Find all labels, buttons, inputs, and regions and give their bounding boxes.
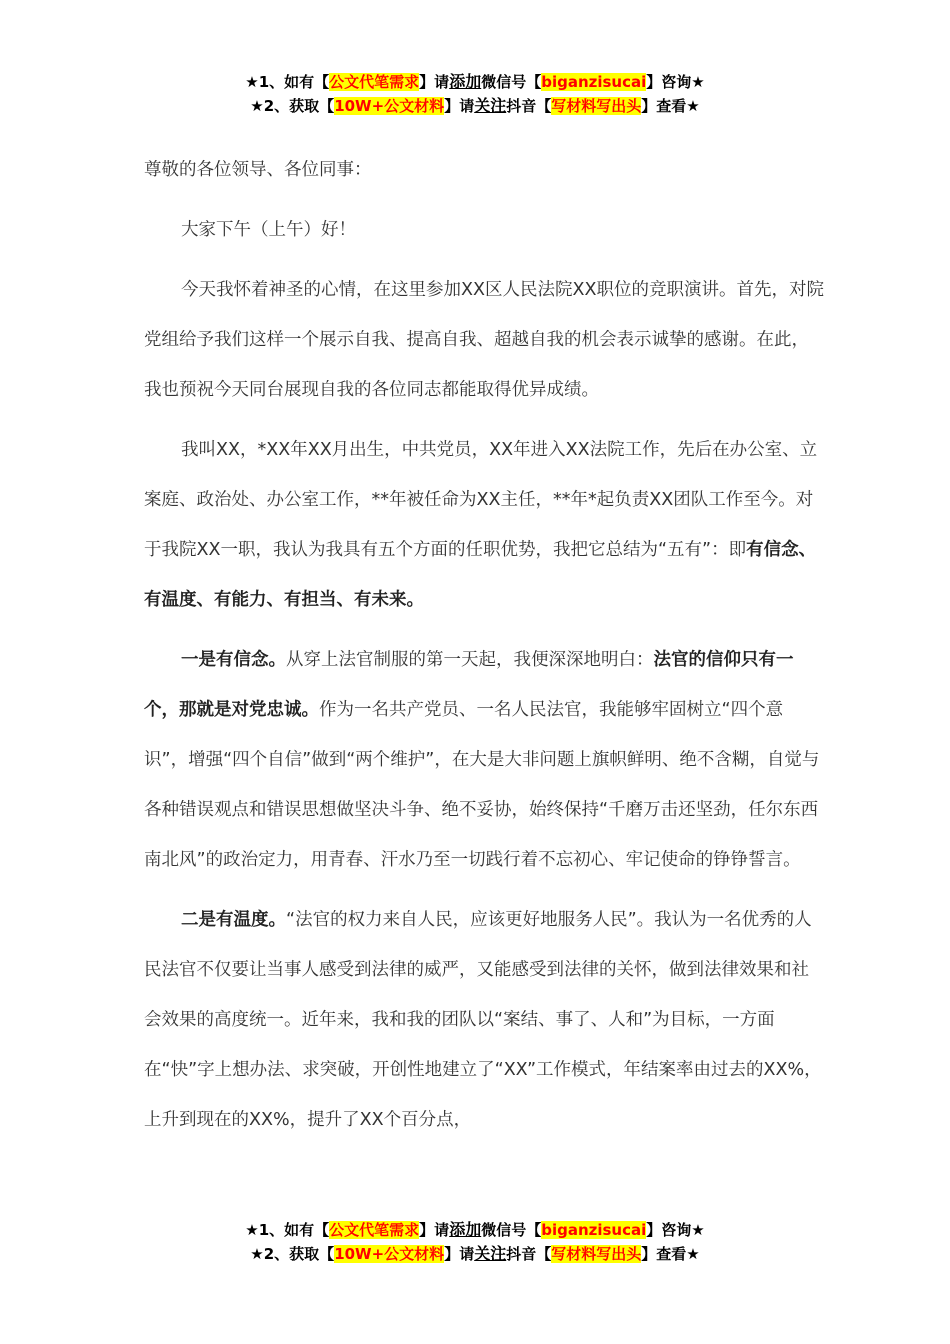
banner-line-1 <box>0 1218 950 1242</box>
banner-text: 】请 <box>419 73 450 91</box>
banner-text: ★2、获取【 <box>250 97 335 115</box>
bold-statement: 法官的信仰只有一个，那就是对党忠诚。 <box>144 650 794 720</box>
footer-banner <box>0 1218 950 1266</box>
banner-highlight: 10W+公文材料 <box>334 97 445 115</box>
paragraph-belief <box>144 635 824 885</box>
banner-text: 】请 <box>444 1245 475 1263</box>
banner-douyin-id: 写材料写出头 <box>551 1245 642 1263</box>
bold-lead: 二是有温度。 <box>181 910 286 930</box>
greeting: 大家下午（上午）好！ <box>181 220 356 240</box>
salutation: 尊敬的各位领导、各位同事： <box>144 160 372 180</box>
banner-highlight: 公文代笔需求 <box>329 1221 420 1239</box>
paragraph-text: 作为一名共产党员、一名人民法官，我能够牢固树立“四个意识”，增强“四个自信”做到“两个维护”，在大是大非问题上旗帜鲜明、绝不含糊，自觉与各种错误观点和错误思想做坚决斗争、绝不妥协，始终保持“千磨万击还坚劲，任尔东西南北风”的政治定力，用青春、汗水乃至一切践行着不忘初心、牢记使命的铮铮誓言。 <box>144 700 820 870</box>
header-banner <box>0 70 950 118</box>
banner-douyin-id: 写材料写出头 <box>551 97 642 115</box>
banner-text: 抖音【 <box>506 97 552 115</box>
banner-underlined: 添加 <box>449 72 482 91</box>
banner-text: 抖音【 <box>506 1245 552 1263</box>
banner-text: 】请 <box>444 97 475 115</box>
banner-underlined: 关注 <box>474 96 507 115</box>
banner-line-1 <box>0 70 950 94</box>
banner-line-2 <box>0 1242 950 1266</box>
bold-lead: 一是有信念。 <box>181 650 286 670</box>
banner-text: 】咨询★ <box>646 1221 705 1239</box>
banner-text: 】请 <box>419 1221 450 1239</box>
banner-text: 微信号【 <box>481 73 542 91</box>
banner-text: 】咨询★ <box>646 73 705 91</box>
paragraph-self-introduction <box>144 425 824 625</box>
banner-highlight: 10W+公文材料 <box>334 1245 445 1263</box>
banner-text: 】查看★ <box>641 1245 700 1263</box>
banner-text: ★1、如有【 <box>245 73 330 91</box>
document-body <box>144 145 824 1155</box>
banner-line-2 <box>0 94 950 118</box>
banner-underlined: 关注 <box>474 1244 507 1263</box>
banner-highlight: 公文代笔需求 <box>329 73 420 91</box>
banner-text: 微信号【 <box>481 1221 542 1239</box>
paragraph-intro: 今天我怀着神圣的心情，在这里参加XX区人民法院XX职位的竞职演讲。首先，对院党组给予我们这样一个展示自我、提高自我、超越自我的机会表示诚挚的感谢。在此，我也预祝今天同台展现自我的各位同志都能取得优异成绩。 <box>144 280 824 400</box>
banner-wechat-id: biganzisucai <box>541 1221 647 1239</box>
banner-text: 】查看★ <box>641 97 700 115</box>
paragraph-warmth <box>144 895 824 1145</box>
banner-text: ★2、获取【 <box>250 1245 335 1263</box>
paragraph-text: 从穿上法官制服的第一天起，我便深深地明白： <box>286 650 654 670</box>
banner-underlined: 添加 <box>449 1220 482 1239</box>
banner-text: ★1、如有【 <box>245 1221 330 1239</box>
banner-wechat-id: biganzisucai <box>541 73 647 91</box>
paragraph-text: 我叫XX，*XX年XX月出生，中共党员，XX年进入XX法院工作，先后在办公室、立案庭、政治处、办公室工作，**年被任命为XX主任，**年*起负责XX团队工作至今。对于我院XX一职，我认为我具有五个方面的任职优势，我把它总结为“五有”：即 <box>144 440 818 560</box>
paragraph-text: “法官的权力来自人民，应该更好地服务人民”。我认为一名优秀的人民法官不仅要让当事人感受到法律的威严，又能感受到法律的关怀，做到法律效果和社会效果的高度统一。近年来，我和我的团队以“案结、事了、人和”为目标，一方面在“快”字上想办法、求突破，开创性地建立了“XX”工作模式，年结案率由过去的XX%，上升到现在的XX%，提升了XX个百分点， <box>144 910 822 1130</box>
bold-summary: 有信念、有温度、有能力、有担当、有未来。 <box>144 540 817 610</box>
